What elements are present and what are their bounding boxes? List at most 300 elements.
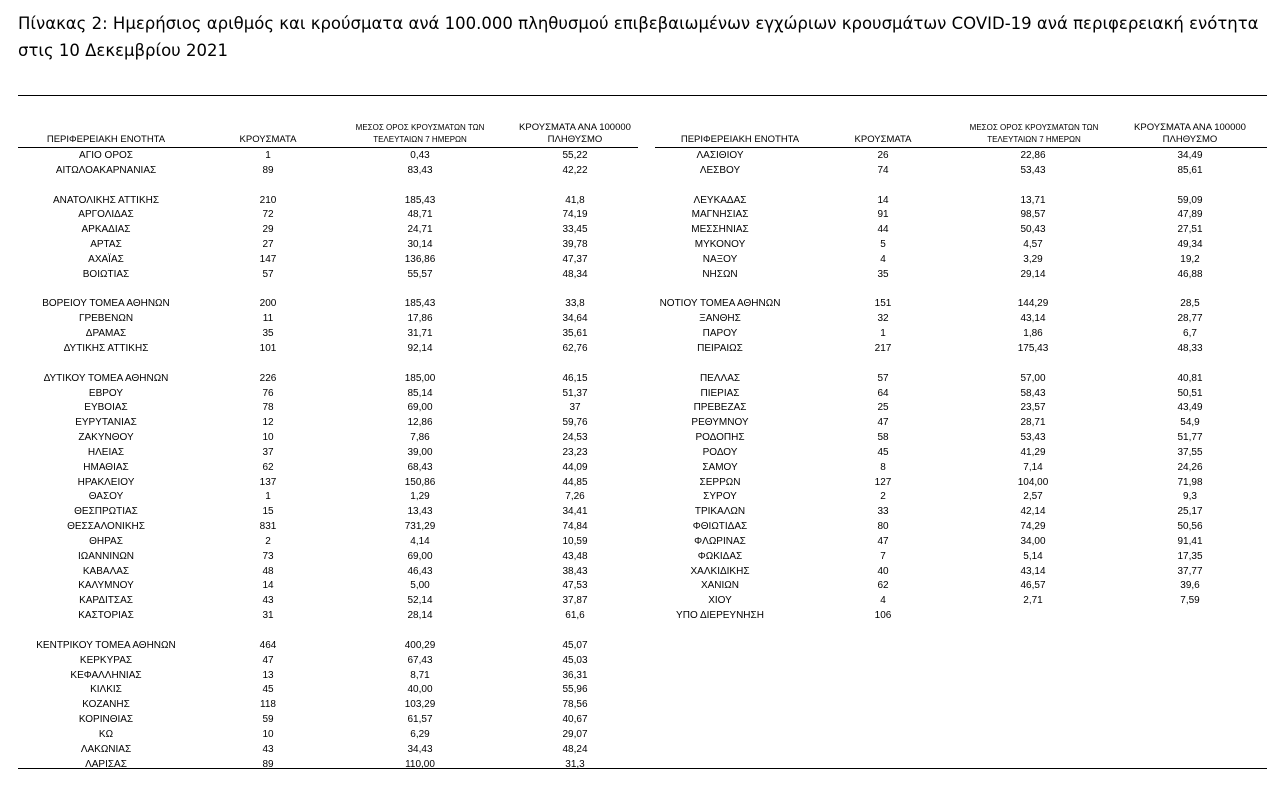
cell-unit: ΛΑΡΙΣΑΣ — [85, 758, 127, 770]
cell-per100k: 48,34 — [562, 268, 588, 280]
table-row — [0, 521, 650, 536]
cell-avg: 74,29 — [1020, 521, 1046, 533]
cell-avg: 69,00 — [407, 402, 433, 414]
table-row — [0, 759, 650, 774]
cell-cases: 127 — [874, 476, 892, 488]
table-row — [640, 328, 1279, 343]
cell-avg: 7,86 — [410, 432, 430, 444]
cell-per100k: 55,96 — [562, 684, 588, 696]
cell-avg: 150,86 — [404, 476, 436, 488]
table-row — [0, 491, 650, 506]
cell-per100k: 34,49 — [1177, 150, 1203, 161]
cell-cases: 4 — [880, 595, 886, 607]
cell-per100k: 45,07 — [562, 639, 588, 651]
cell-unit: ΕΥΒΟΙΑΣ — [84, 402, 128, 414]
cell-unit: ΝΗΣΩΝ — [702, 268, 738, 280]
cell-avg: 43,14 — [1020, 313, 1046, 325]
cell-per100k: 31,3 — [565, 758, 585, 770]
cell-avg: 53,43 — [1020, 432, 1046, 444]
cell-avg: 39,00 — [407, 446, 433, 458]
table-right-half — [640, 150, 1279, 625]
cell-unit: ΡΟΔΟΠΗΣ — [695, 432, 745, 444]
cell-per100k: 51,37 — [562, 387, 588, 399]
cell-per100k: 59,09 — [1177, 194, 1203, 206]
cell-unit: ΝΑΞΟΥ — [702, 253, 738, 265]
cell-per100k: 36,31 — [562, 669, 588, 681]
cell-cases: 44 — [877, 224, 889, 236]
cell-per100k: 55,22 — [562, 150, 588, 161]
cell-unit: ΘΗΡΑΣ — [89, 535, 123, 547]
cell-cases: 27 — [262, 239, 274, 251]
cell-per100k: 27,51 — [1177, 224, 1203, 236]
cell-cases: 118 — [260, 699, 276, 711]
header-avg-left-1: ΜΕΣΟΣ ΟΡΟΣ ΚΡΟΥΣΜΑΤΩΝ ΤΩΝ — [355, 123, 485, 132]
cell-per100k: 33,8 — [565, 298, 585, 310]
cell-per100k: 34,41 — [562, 506, 588, 518]
cell-avg: 46,43 — [407, 565, 433, 577]
cell-unit: ΒΟΙΩΤΙΑΣ — [82, 268, 130, 280]
cell-unit: ΡΟΔΟΥ — [702, 446, 738, 458]
cell-per100k: 35,61 — [562, 328, 588, 340]
table-row — [0, 417, 650, 432]
cell-cases: 13 — [262, 669, 274, 681]
cell-per100k: 71,98 — [1177, 476, 1203, 488]
cell-per100k: 48,33 — [1177, 342, 1203, 354]
cell-per100k: 39,6 — [1180, 580, 1200, 592]
cell-cases: 106 — [874, 610, 892, 622]
header-avg-right-2: ΤΕΛΕΥΤΑΙΩΝ 7 ΗΜΕΡΩΝ — [987, 135, 1081, 144]
table-row — [0, 224, 650, 239]
cell-cases: 15 — [262, 506, 274, 518]
cell-cases: 43 — [262, 595, 274, 607]
cell-unit: ΤΡΙΚΑΛΩΝ — [694, 506, 746, 518]
cell-avg: 68,43 — [407, 461, 433, 473]
cell-per100k: 50,51 — [1177, 387, 1203, 399]
cell-cases: 11 — [262, 313, 274, 325]
cell-avg: 30,14 — [407, 239, 433, 251]
cell-cases: 62 — [877, 580, 889, 592]
cell-avg: 43,14 — [1020, 565, 1046, 577]
table-row — [0, 655, 650, 670]
spacer-row — [0, 284, 650, 299]
cell-avg: 731,29 — [404, 521, 436, 533]
cell-cases: 58 — [877, 432, 889, 444]
spacer-row — [640, 180, 1279, 195]
table-row — [640, 209, 1279, 224]
table-row — [0, 150, 650, 165]
cell-unit: ΑΡΤΑΣ — [90, 239, 122, 251]
cell-cases: 210 — [259, 194, 277, 206]
cell-avg: 41,29 — [1020, 446, 1046, 458]
cell-unit: ΚΑΣΤΟΡΙΑΣ — [78, 610, 134, 622]
table-row — [640, 566, 1279, 581]
table-row — [0, 254, 650, 269]
table-row — [0, 744, 650, 759]
table-row — [0, 566, 650, 581]
cell-cases: 33 — [877, 506, 889, 518]
cell-per100k: 9,3 — [1183, 491, 1197, 503]
header-avg-left-2: ΤΕΛΕΥΤΑΙΩΝ 7 ΗΜΕΡΩΝ — [373, 135, 467, 144]
cell-cases: 35 — [262, 328, 274, 340]
table-row — [640, 224, 1279, 239]
bottom-rule — [18, 768, 1267, 769]
cell-per100k: 25,17 — [1177, 506, 1203, 518]
table-row — [0, 402, 650, 417]
cell-cases: 1 — [265, 491, 271, 503]
cell-per100k: 85,61 — [1177, 164, 1203, 176]
cell-cases: 40 — [877, 565, 889, 577]
cell-cases: 137 — [259, 476, 277, 488]
cell-cases: 45 — [262, 684, 274, 696]
cell-avg: 103,29 — [404, 699, 436, 711]
table-row — [0, 610, 650, 625]
cell-per100k: 7,59 — [1180, 595, 1200, 607]
table-row — [0, 165, 650, 180]
header-per100k-left-1: ΚΡΟΥΣΜΑΤΑ ΑΝΑ 100000 — [519, 122, 631, 133]
cell-unit: ΚΟΖΑΝΗΣ — [82, 699, 130, 711]
cell-cases: 57 — [262, 268, 274, 280]
cell-unit: ΑΧΑΪΑΣ — [88, 253, 124, 265]
table-row — [0, 343, 650, 358]
cell-per100k: 34,64 — [562, 313, 588, 325]
cell-cases: 32 — [877, 313, 889, 325]
cell-avg: 42,14 — [1020, 506, 1046, 518]
cell-unit: ΔΡΑΜΑΣ — [85, 328, 127, 340]
cell-per100k: 41,8 — [565, 194, 585, 206]
table-row — [0, 580, 650, 595]
cell-avg: 28,71 — [1020, 417, 1046, 429]
table-row — [640, 462, 1279, 477]
cell-per100k: 43,49 — [1177, 402, 1203, 414]
cell-cases: 76 — [262, 387, 274, 399]
table-row — [640, 165, 1279, 180]
cell-unit: ΚΙΛΚΙΣ — [90, 684, 122, 696]
cell-per100k: 39,78 — [562, 239, 588, 251]
table-row — [0, 595, 650, 610]
table-row — [640, 402, 1279, 417]
cell-cases: 37 — [262, 446, 274, 458]
cell-per100k: 6,7 — [1183, 328, 1197, 340]
cell-cases: 47 — [262, 654, 274, 666]
header-cases-left: ΚΡΟΥΣΜΑΤΑ — [239, 134, 297, 145]
cell-per100k: 74,19 — [562, 209, 588, 221]
table-row — [0, 684, 650, 699]
cell-per100k: 19,2 — [1180, 253, 1200, 265]
table-row — [0, 209, 650, 224]
table-row — [640, 610, 1279, 625]
table-left-half — [0, 150, 650, 773]
cell-cases: 226 — [259, 372, 277, 384]
cell-per100k: 91,41 — [1177, 535, 1203, 547]
cell-unit: ΜΑΓΝΗΣΙΑΣ — [691, 209, 749, 221]
table-row — [640, 298, 1279, 313]
cell-cases: 64 — [877, 387, 889, 399]
cell-unit: ΠΕΙΡΑΙΩΣ — [697, 342, 743, 354]
cell-avg: 83,43 — [407, 164, 433, 176]
header-rule-right — [655, 147, 1267, 148]
table-row — [640, 506, 1279, 521]
table-row — [640, 536, 1279, 551]
cell-per100k: 33,45 — [562, 224, 588, 236]
cell-cases: 59 — [262, 714, 274, 726]
cell-unit: ΘΕΣΣΑΛΟΝΙΚΗΣ — [67, 521, 145, 533]
cell-unit: ΠΙΕΡΙΑΣ — [700, 387, 740, 399]
cell-avg: 104,00 — [1017, 476, 1049, 488]
table-row — [640, 150, 1279, 165]
cell-avg: 22,86 — [1020, 150, 1046, 161]
header-per100k-left-2: ΠΛΗΘΥΣΜΟ — [547, 134, 603, 145]
cell-avg: 31,71 — [407, 328, 433, 340]
spacer-row — [0, 358, 650, 373]
cell-unit: ΑΓΙΟ ΟΡΟΣ — [79, 150, 133, 161]
cell-unit: ΛΑΚΩΝΙΑΣ — [80, 743, 132, 755]
cell-unit: ΣΕΡΡΩΝ — [699, 476, 741, 488]
cell-cases: 29 — [262, 224, 274, 236]
table-row — [0, 462, 650, 477]
cell-per100k: 17,35 — [1177, 550, 1203, 562]
cell-unit: ΣΑΜΟΥ — [702, 461, 738, 473]
table-row — [640, 477, 1279, 492]
table-row — [640, 447, 1279, 462]
cell-cases: 62 — [262, 461, 274, 473]
header-unit-right: ΠΕΡΙΦΕΡΕΙΑΚΗ ΕΝΟΤΗΤΑ — [680, 134, 800, 145]
cell-per100k: 28,77 — [1177, 313, 1203, 325]
table-row — [640, 195, 1279, 210]
cell-unit: ΧΑΝΙΩΝ — [700, 580, 740, 592]
cell-per100k: 37,87 — [562, 595, 588, 607]
cell-per100k: 44,85 — [562, 476, 588, 488]
cell-per100k: 61,6 — [565, 610, 585, 622]
cell-avg: 53,43 — [1020, 164, 1046, 176]
cell-unit: ΞΑΝΘΗΣ — [699, 313, 741, 325]
cell-cases: 1 — [880, 328, 886, 340]
cell-per100k: 44,09 — [562, 461, 588, 473]
cell-unit: ΜΕΣΣΗΝΙΑΣ — [691, 224, 749, 236]
cell-unit: ΚΑΛΥΜΝΟΥ — [78, 580, 134, 592]
spacer-row — [640, 284, 1279, 299]
cell-avg: 50,43 — [1020, 224, 1046, 236]
cell-per100k: 40,81 — [1177, 372, 1203, 384]
cell-per100k: 43,48 — [562, 550, 588, 562]
cell-avg: 13,71 — [1020, 194, 1046, 206]
cell-per100k: 37,55 — [1177, 446, 1203, 458]
cell-per100k: 62,76 — [562, 342, 588, 354]
cell-unit: ΑΡΚΑΔΙΑΣ — [81, 224, 131, 236]
table-row — [0, 551, 650, 566]
table-row — [0, 239, 650, 254]
cell-cases: 14 — [877, 194, 889, 206]
table-row — [640, 343, 1279, 358]
cell-cases: 2 — [880, 491, 886, 503]
cell-avg: 92,14 — [407, 342, 433, 354]
cell-unit: ΛΑΣΙΘΙΟΥ — [696, 150, 744, 161]
cell-cases: 74 — [877, 164, 889, 176]
cell-cases: 89 — [262, 758, 274, 770]
cell-unit: ΠΕΛΛΑΣ — [699, 372, 741, 384]
table-row — [640, 432, 1279, 447]
table-row — [0, 640, 650, 655]
page-title: Πίνακας 2: Ημερήσιος αριθμός και κρούσματα ανά 100.000 πληθυσμού επιβεβαιωμένων εγχώριων κρουσμάτων COVID-19 ανά περιφερειακή ενότητα στις 10 Δεκεμβρίου 2021 — [18, 14, 1259, 60]
cell-unit: ΚΩ — [98, 728, 114, 740]
header-per100k-right-1: ΚΡΟΥΣΜΑΤΑ ΑΝΑ 100000 — [1134, 122, 1246, 133]
cell-unit: ΦΛΩΡΙΝΑΣ — [694, 535, 746, 547]
table-row — [640, 388, 1279, 403]
table-row — [0, 269, 650, 284]
cell-cases: 4 — [880, 253, 886, 265]
cell-per100k: 37,77 — [1177, 565, 1203, 577]
cell-avg: 40,00 — [407, 684, 433, 696]
cell-unit: ΝΟΤΙΟΥ ΤΟΜΕΑ ΑΘΗΝΩΝ — [659, 298, 781, 310]
cell-unit: ΧΙΟΥ — [708, 595, 732, 607]
cell-avg: 24,71 — [407, 224, 433, 236]
cell-cases: 200 — [259, 298, 277, 310]
table-row — [0, 313, 650, 328]
cell-avg: 8,71 — [410, 669, 430, 681]
cell-per100k: 48,24 — [562, 743, 588, 755]
cell-avg: 175,43 — [1017, 342, 1049, 354]
cell-avg: 4,14 — [410, 535, 430, 547]
cell-per100k: 74,84 — [562, 521, 588, 533]
spacer-row — [0, 625, 650, 640]
table-row — [640, 254, 1279, 269]
cell-per100k: 37 — [569, 402, 581, 414]
cell-unit: ΑΙΤΩΛΟΑΚΑΡΝΑΝΙΑΣ — [55, 164, 157, 176]
table-row — [640, 313, 1279, 328]
cell-cases: 10 — [262, 432, 274, 444]
table-row — [0, 447, 650, 462]
cell-unit: ΦΘΙΩΤΙΔΑΣ — [692, 521, 748, 533]
cell-per100k: 51,77 — [1177, 432, 1203, 444]
table-row — [0, 328, 650, 343]
cell-avg: 34,00 — [1020, 535, 1046, 547]
cell-cases: 80 — [877, 521, 889, 533]
cell-per100k: 47,53 — [562, 580, 588, 592]
cell-per100k: 38,43 — [562, 565, 588, 577]
cell-unit: ΙΩΑΝΝΙΝΩΝ — [77, 550, 135, 562]
cell-unit: ΘΑΣΟΥ — [88, 491, 124, 503]
cell-avg: 69,00 — [407, 550, 433, 562]
table-row — [0, 195, 650, 210]
cell-avg: 1,86 — [1023, 328, 1043, 340]
cell-per100k: 49,34 — [1177, 239, 1203, 251]
cell-unit: ΣΥΡΟΥ — [703, 491, 737, 503]
cell-avg: 7,14 — [1023, 461, 1043, 473]
cell-cases: 73 — [262, 550, 274, 562]
cell-unit: ΒΟΡΕΙΟΥ ΤΟΜΕΑ ΑΘΗΝΩΝ — [42, 298, 170, 310]
table-row — [640, 239, 1279, 254]
top-rule — [18, 95, 1267, 96]
cell-avg: 5,14 — [1023, 550, 1043, 562]
cell-per100k: 24,26 — [1177, 461, 1203, 473]
cell-avg: 1,29 — [410, 491, 430, 503]
cell-avg: 48,71 — [407, 209, 433, 221]
cell-avg: 13,43 — [407, 506, 433, 518]
cell-cases: 14 — [262, 580, 274, 592]
table-row — [640, 521, 1279, 536]
cell-cases: 47 — [877, 535, 889, 547]
cell-cases: 35 — [877, 268, 889, 280]
cell-cases: 25 — [877, 402, 889, 414]
cell-unit: ΚΕΝΤΡΙΚΟΥ ΤΟΜΕΑ ΑΘΗΝΩΝ — [36, 639, 176, 651]
header-unit-left: ΠΕΡΙΦΕΡΕΙΑΚΗ ΕΝΟΤΗΤΑ — [46, 134, 166, 145]
cell-per100k: 50,56 — [1177, 521, 1203, 533]
cell-cases: 217 — [874, 342, 892, 354]
cell-avg: 4,57 — [1023, 239, 1043, 251]
cell-avg: 185,00 — [404, 372, 436, 384]
cell-per100k: 40,67 — [562, 714, 588, 726]
cell-cases: 91 — [877, 209, 889, 221]
table-row — [0, 699, 650, 714]
cell-avg: 29,14 — [1020, 268, 1046, 280]
cell-avg: 110,00 — [405, 758, 435, 770]
cell-unit: ΚΕΡΚΥΡΑΣ — [79, 654, 133, 666]
cell-cases: 78 — [262, 402, 274, 414]
cell-avg: 400,29 — [404, 639, 436, 651]
cell-cases: 12 — [262, 417, 274, 429]
cell-avg: 144,29 — [1017, 298, 1049, 310]
cell-cases: 48 — [262, 565, 274, 577]
cell-unit: ΦΩΚΙΔΑΣ — [697, 550, 743, 562]
cell-unit: ΗΛΕΙΑΣ — [87, 446, 125, 458]
table-row — [0, 729, 650, 744]
cell-cases: 57 — [877, 372, 889, 384]
cell-per100k: 46,88 — [1177, 268, 1203, 280]
cell-avg: 0,43 — [410, 150, 430, 161]
cell-unit: ΚΑΡΔΙΤΣΑΣ — [79, 595, 133, 607]
cell-cases: 72 — [262, 209, 274, 221]
cell-unit: ΗΜΑΘΙΑΣ — [83, 461, 129, 473]
cell-unit: ΕΥΡΥΤΑΝΙΑΣ — [75, 417, 137, 429]
cell-unit: ΛΕΥΚΑΔΑΣ — [693, 194, 747, 206]
cell-avg: 23,57 — [1020, 402, 1046, 414]
cell-cases: 7 — [880, 550, 886, 562]
cell-unit: ΜΥΚΟΝΟΥ — [694, 239, 746, 251]
cell-unit: ΧΑΛΚΙΔΙΚΗΣ — [690, 565, 750, 577]
cell-unit: ΚΕΦΑΛΛΗΝΙΑΣ — [70, 669, 142, 681]
cell-cases: 47 — [877, 417, 889, 429]
cell-per100k: 28,5 — [1180, 298, 1200, 310]
cell-avg: 61,57 — [407, 714, 433, 726]
cell-avg: 67,43 — [407, 654, 433, 666]
table-row — [640, 373, 1279, 388]
cell-avg: 57,00 — [1020, 372, 1046, 384]
table-row — [640, 417, 1279, 432]
cell-avg: 55,57 — [407, 268, 433, 280]
table-row — [0, 670, 650, 685]
table-row — [0, 298, 650, 313]
cell-cases: 45 — [877, 446, 889, 458]
cell-unit: ΔΥΤΙΚΗΣ ΑΤΤΙΚΗΣ — [63, 342, 149, 354]
cell-unit: ΥΠΟ ΔΙΕΡΕΥΝΗΣΗ — [676, 610, 764, 622]
cell-unit: ΚΑΒΑΛΑΣ — [82, 565, 130, 577]
cell-avg: 6,29 — [410, 728, 430, 740]
cell-avg: 5,00 — [410, 580, 430, 592]
cell-unit: ΖΑΚΥΝΘΟΥ — [78, 432, 134, 444]
cell-avg: 34,43 — [407, 743, 433, 755]
cell-cases: 101 — [259, 342, 277, 354]
table-row — [0, 388, 650, 403]
cell-cases: 31 — [262, 610, 274, 622]
cell-cases: 147 — [259, 253, 277, 265]
cell-unit: ΚΟΡΙΝΘΙΑΣ — [78, 714, 134, 726]
cell-unit: ΛΕΣΒΟΥ — [699, 164, 741, 176]
cell-cases: 151 — [874, 298, 892, 310]
cell-avg: 52,14 — [407, 595, 433, 607]
cell-per100k: 54,9 — [1180, 417, 1200, 429]
cell-per100k: 46,15 — [562, 372, 588, 384]
cell-cases: 89 — [262, 164, 274, 176]
cell-avg: 2,57 — [1023, 491, 1043, 503]
